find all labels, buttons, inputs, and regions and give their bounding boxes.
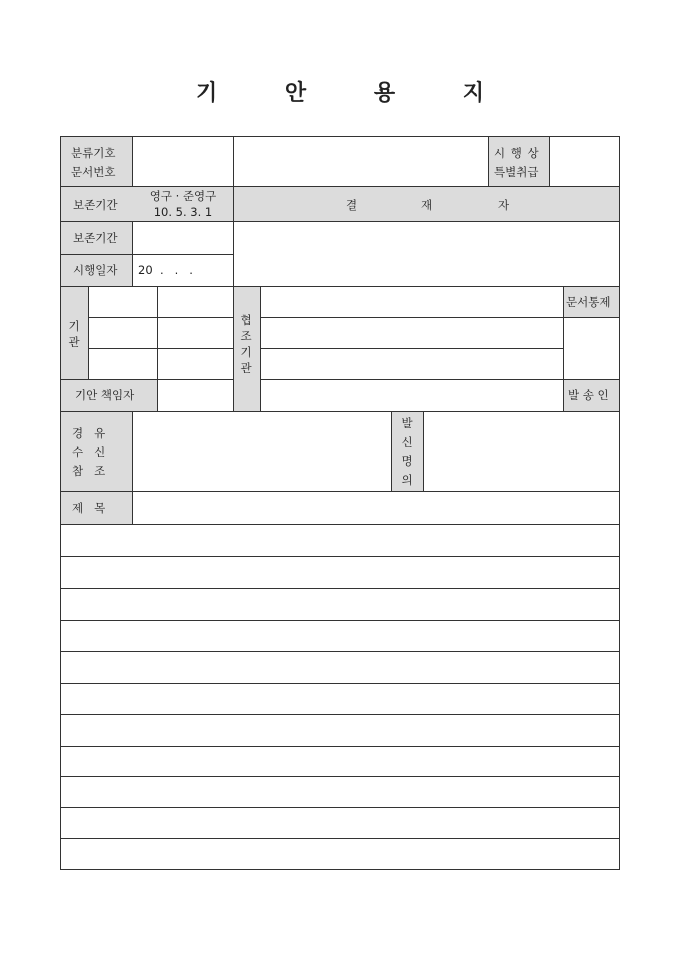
retention-period-label-2: 보존기간 (73, 231, 118, 245)
grid-line (260, 317, 620, 318)
document-control-label: 문서통제 (566, 295, 611, 309)
border-top (60, 136, 620, 137)
grid-line (132, 136, 133, 187)
border-bottom (60, 869, 620, 870)
grid-line (60, 186, 620, 187)
grid-line (88, 348, 233, 349)
body-line (60, 620, 620, 621)
grid-line (391, 411, 392, 492)
reference-label: 참 조 (72, 464, 106, 478)
grid-line (132, 221, 133, 287)
body-line (60, 651, 620, 652)
special-handling-label: 특별취급 (494, 165, 539, 179)
drafter-label: 기안 책임자 (75, 388, 135, 402)
classification-code-label: 분류기호 (71, 146, 116, 160)
sender-label: 발 송 인 (568, 388, 609, 402)
grid-line (60, 411, 620, 412)
subject-label: 제 목 (72, 501, 106, 515)
sender-name-label: 발신명의 (401, 416, 413, 487)
grid-line (260, 286, 261, 411)
body-line (60, 746, 620, 747)
grid-line (60, 491, 620, 492)
document-number-label: 문서번호 (71, 165, 116, 179)
enforcement-phase-label: 시 행 상 (494, 146, 540, 160)
grid-line (563, 286, 564, 411)
approval-char-3: 자 (498, 198, 510, 212)
grid-line (60, 254, 233, 255)
grid-line (88, 317, 233, 318)
recipient-label: 수 신 (72, 445, 106, 459)
body-line (60, 838, 620, 839)
enforcement-date-value[interactable]: 20 . . . (138, 263, 193, 277)
body-line (60, 714, 620, 715)
grid-line (60, 286, 620, 287)
cooperating-agency-label: 협조기관 (240, 313, 252, 375)
body-line (60, 807, 620, 808)
grid-line (260, 379, 620, 380)
grid-line (488, 136, 489, 187)
retention-years: 10. 5. 3. 1 (153, 205, 213, 219)
grid-line (260, 348, 563, 349)
agency-label: 기관 (68, 319, 80, 349)
border-right (619, 136, 620, 870)
approval-char-2: 재 (421, 198, 433, 212)
body-line (60, 588, 620, 589)
enforcement-date-label: 시행일자 (73, 263, 118, 277)
approval-char-1: 결 (346, 198, 358, 212)
grid-line (423, 411, 424, 492)
page-title: 기 안 용 지 (196, 80, 514, 106)
body-line (60, 683, 620, 684)
grid-line (233, 136, 234, 411)
body-line (60, 556, 620, 557)
grid-line (88, 286, 89, 380)
border-left (60, 136, 61, 870)
grid-line (549, 136, 550, 187)
grid-line (60, 524, 620, 525)
body-line (60, 776, 620, 777)
grid-line (132, 411, 133, 525)
grid-line (157, 286, 158, 411)
grid-line (60, 379, 233, 380)
grid-line (60, 221, 620, 222)
retention-options: 영구 · 준영구 (149, 189, 217, 203)
via-label: 경 유 (72, 426, 106, 440)
retention-period-label: 보존기간 (73, 198, 118, 212)
